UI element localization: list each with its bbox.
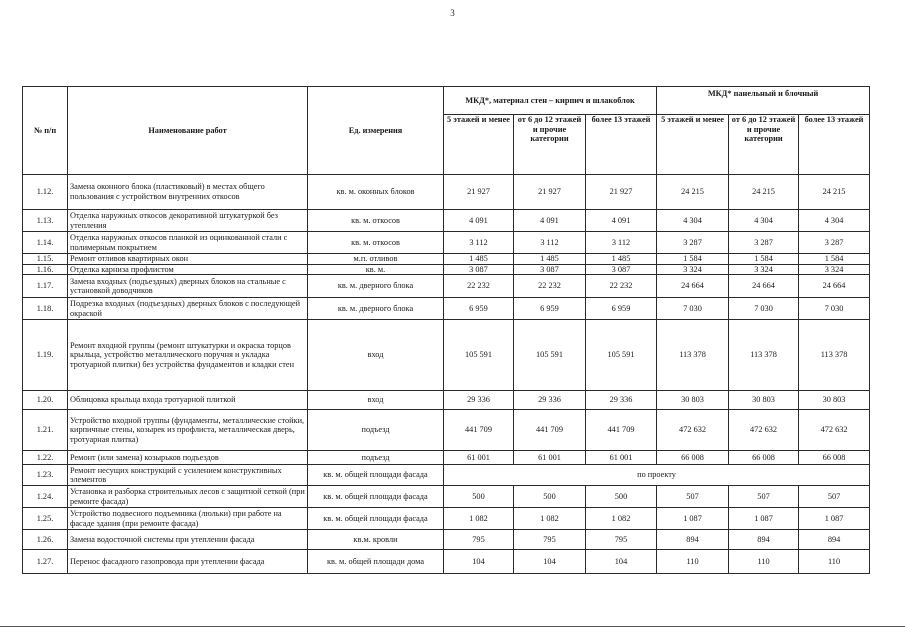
merged-value: по проекту (444, 465, 870, 486)
table-row (23, 254, 870, 265)
row-number: 1.19. (23, 320, 68, 391)
table-body (23, 87, 870, 574)
table-row (23, 175, 870, 210)
table-row (23, 508, 870, 530)
price-value: 29 336 (444, 391, 514, 410)
price-value: 472 632 (729, 410, 799, 451)
row-number: 1.22. (23, 451, 68, 465)
table-row (23, 275, 870, 298)
price-value: 441 709 (444, 410, 514, 451)
work-name: Ремонт (или замена) козырьков подъездов (68, 451, 308, 465)
price-value: 1 584 (729, 254, 799, 265)
header-group-panel: МКД* панельный и блочный (657, 87, 870, 115)
price-value: 4 091 (586, 210, 657, 232)
header-sub-col: от 6 до 12 этажей и прочие категории (729, 115, 799, 175)
price-value: 4 304 (799, 210, 870, 232)
table-row (23, 486, 870, 508)
unit-of-measure: м.п. отливов (308, 254, 444, 265)
unit-of-measure: кв. м. дверного блока (308, 275, 444, 298)
table-row (23, 530, 870, 550)
work-name: Ремонт входной группы (ремонт штукатурки и окраска торцов крыльца, устройство металлического поручня и укладка тротуарной плитки) без устройства фундаментов и кладки стен (68, 320, 308, 391)
price-value: 113 378 (657, 320, 729, 391)
row-number: 1.24. (23, 486, 68, 508)
row-number: 1.13. (23, 210, 68, 232)
table-row (23, 410, 870, 451)
price-value: 6 959 (586, 298, 657, 320)
table-row (23, 451, 870, 465)
work-name: Облицовка крыльца входа тротуарной плиткой (68, 391, 308, 410)
price-value: 472 632 (657, 410, 729, 451)
work-name: Замена входных (подъездных) дверных блоков на стальные с установкой доводчиков (68, 275, 308, 298)
table-row (23, 232, 870, 254)
price-value: 105 591 (586, 320, 657, 391)
unit-of-measure: кв. м. дверного блока (308, 298, 444, 320)
table-row (23, 210, 870, 232)
work-name: Подрезка входных (подъездных) дверных блоков с последующей окраской (68, 298, 308, 320)
price-value: 500 (514, 486, 586, 508)
unit-of-measure: вход (308, 391, 444, 410)
header-sub-col: 5 этажей и менее (444, 115, 514, 175)
header-unit: Ед. измерения (308, 87, 444, 175)
price-value: 6 959 (444, 298, 514, 320)
price-value: 66 008 (799, 451, 870, 465)
price-value: 3 087 (586, 264, 657, 275)
row-number: 1.26. (23, 530, 68, 550)
unit-of-measure: кв. м. (308, 264, 444, 275)
price-value: 30 803 (799, 391, 870, 410)
price-value: 4 304 (657, 210, 729, 232)
price-value: 3 087 (514, 264, 586, 275)
price-value: 1 082 (586, 508, 657, 530)
header-row-1 (23, 87, 870, 115)
price-value: 7 030 (657, 298, 729, 320)
page-bottom-border (0, 626, 905, 627)
price-value: 3 112 (514, 232, 586, 254)
price-value: 1 087 (799, 508, 870, 530)
row-number: 1.16. (23, 264, 68, 275)
work-name: Ремонт отливов квартирных окон (68, 254, 308, 265)
price-value: 30 803 (657, 391, 729, 410)
price-value: 3 112 (586, 232, 657, 254)
price-value: 113 378 (799, 320, 870, 391)
price-value: 66 008 (729, 451, 799, 465)
price-value: 441 709 (514, 410, 586, 451)
row-number: 1.18. (23, 298, 68, 320)
work-name: Установка и разборка строительных лесов с защитной сеткой (при ремонте фасада) (68, 486, 308, 508)
price-value: 1 082 (444, 508, 514, 530)
price-value: 3 287 (729, 232, 799, 254)
unit-of-measure: подъезд (308, 451, 444, 465)
unit-of-measure: кв. м. общей площади фасада (308, 508, 444, 530)
price-value: 24 664 (799, 275, 870, 298)
unit-of-measure: вход (308, 320, 444, 391)
unit-of-measure: кв. м. откосов (308, 210, 444, 232)
work-name: Замена водосточной системы при утеплении фасада (68, 530, 308, 550)
price-value: 3 112 (444, 232, 514, 254)
price-value: 3 287 (799, 232, 870, 254)
row-number: 1.21. (23, 410, 68, 451)
price-value: 1 485 (586, 254, 657, 265)
unit-of-measure: подъезд (308, 410, 444, 451)
price-value: 500 (586, 486, 657, 508)
price-value: 3 324 (799, 264, 870, 275)
row-number: 1.14. (23, 232, 68, 254)
rates-table (22, 86, 870, 574)
header-sub-col: 5 этажей и менее (657, 115, 729, 175)
header-sub-col: более 13 этажей (799, 115, 870, 175)
price-value: 110 (799, 550, 870, 574)
price-value: 1 584 (799, 254, 870, 265)
unit-of-measure: кв. м. откосов (308, 232, 444, 254)
price-value: 3 287 (657, 232, 729, 254)
table-row (23, 264, 870, 275)
price-value: 24 664 (657, 275, 729, 298)
price-value: 795 (586, 530, 657, 550)
price-value: 22 232 (586, 275, 657, 298)
header-group-brick: МКД*, материал стен – кирпич и шлакоблок (444, 87, 657, 115)
price-value: 24 215 (729, 175, 799, 210)
price-value: 894 (799, 530, 870, 550)
price-value: 1 584 (657, 254, 729, 265)
row-number: 1.23. (23, 465, 68, 486)
work-name: Отделка наружных откосов планкой из оцинкованной стали с полимерным покрытием (68, 232, 308, 254)
price-value: 4 304 (729, 210, 799, 232)
price-value: 1 485 (514, 254, 586, 265)
price-value: 61 001 (586, 451, 657, 465)
table-row (23, 320, 870, 391)
price-value: 22 232 (444, 275, 514, 298)
work-name: Устройство входной группы (фундаменты, металлические стойки, кирпичные стены, козырек из профлиста, металлическая дверь, тротуарная плитка) (68, 410, 308, 451)
table-row (23, 391, 870, 410)
row-number: 1.20. (23, 391, 68, 410)
price-value: 66 008 (657, 451, 729, 465)
price-value: 507 (799, 486, 870, 508)
price-value: 105 591 (444, 320, 514, 391)
price-value: 104 (514, 550, 586, 574)
price-value: 21 927 (586, 175, 657, 210)
price-value: 795 (444, 530, 514, 550)
price-value: 24 664 (729, 275, 799, 298)
price-value: 507 (657, 486, 729, 508)
row-number: 1.15. (23, 254, 68, 265)
price-value: 30 803 (729, 391, 799, 410)
price-value: 21 927 (514, 175, 586, 210)
work-name: Устройство подвесного подъемника (люльки) при работе на фасаде здания (при ремонте фасада) (68, 508, 308, 530)
price-value: 7 030 (729, 298, 799, 320)
table-row (23, 465, 870, 486)
unit-of-measure: кв. м. общей площади фасада (308, 465, 444, 486)
row-number: 1.12. (23, 175, 68, 210)
price-value: 1 082 (514, 508, 586, 530)
price-value: 110 (657, 550, 729, 574)
price-value: 4 091 (444, 210, 514, 232)
price-value: 29 336 (586, 391, 657, 410)
price-value: 795 (514, 530, 586, 550)
work-name: Замена оконного блока (пластиковый) в местах общего пользования с устройством внутренних откосов (68, 175, 308, 210)
price-value: 6 959 (514, 298, 586, 320)
price-value: 104 (444, 550, 514, 574)
unit-of-measure: кв. м. оконных блоков (308, 175, 444, 210)
price-value: 110 (729, 550, 799, 574)
work-name: Отделка карниза профлистом (68, 264, 308, 275)
price-value: 1 087 (729, 508, 799, 530)
price-value: 894 (657, 530, 729, 550)
price-value: 3 324 (729, 264, 799, 275)
price-value: 7 030 (799, 298, 870, 320)
price-value: 113 378 (729, 320, 799, 391)
price-value: 24 215 (799, 175, 870, 210)
work-name: Перенос фасадного газопровода при утеплении фасада (68, 550, 308, 574)
price-value: 894 (729, 530, 799, 550)
price-value: 24 215 (657, 175, 729, 210)
price-value: 29 336 (514, 391, 586, 410)
price-value: 61 001 (444, 451, 514, 465)
price-value: 500 (444, 486, 514, 508)
price-value: 1 087 (657, 508, 729, 530)
work-name: Ремонт несущих конструкций с усилением конструктивных элементов (68, 465, 308, 486)
row-number: 1.17. (23, 275, 68, 298)
price-value: 105 591 (514, 320, 586, 391)
price-value: 1 485 (444, 254, 514, 265)
table-row (23, 298, 870, 320)
price-value: 472 632 (799, 410, 870, 451)
header-num: № п/п (23, 87, 68, 175)
row-number: 1.27. (23, 550, 68, 574)
header-name: Наименование работ (68, 87, 308, 175)
price-value: 61 001 (514, 451, 586, 465)
table-row (23, 550, 870, 574)
unit-of-measure: кв. м. общей площади дома (308, 550, 444, 574)
price-value: 3 087 (444, 264, 514, 275)
unit-of-measure: кв.м. кровли (308, 530, 444, 550)
price-value: 21 927 (444, 175, 514, 210)
page-number: 3 (450, 8, 455, 18)
price-value: 507 (729, 486, 799, 508)
header-sub-col: от 6 до 12 этажей и прочие категории (514, 115, 586, 175)
unit-of-measure: кв. м. общей площади фасада (308, 486, 444, 508)
price-value: 3 324 (657, 264, 729, 275)
price-value: 104 (586, 550, 657, 574)
work-name: Отделка наружных откосов декоративной штукатуркой без утепления (68, 210, 308, 232)
price-value: 441 709 (586, 410, 657, 451)
price-value: 22 232 (514, 275, 586, 298)
price-value: 4 091 (514, 210, 586, 232)
row-number: 1.25. (23, 508, 68, 530)
header-sub-col: более 13 этажей (586, 115, 657, 175)
